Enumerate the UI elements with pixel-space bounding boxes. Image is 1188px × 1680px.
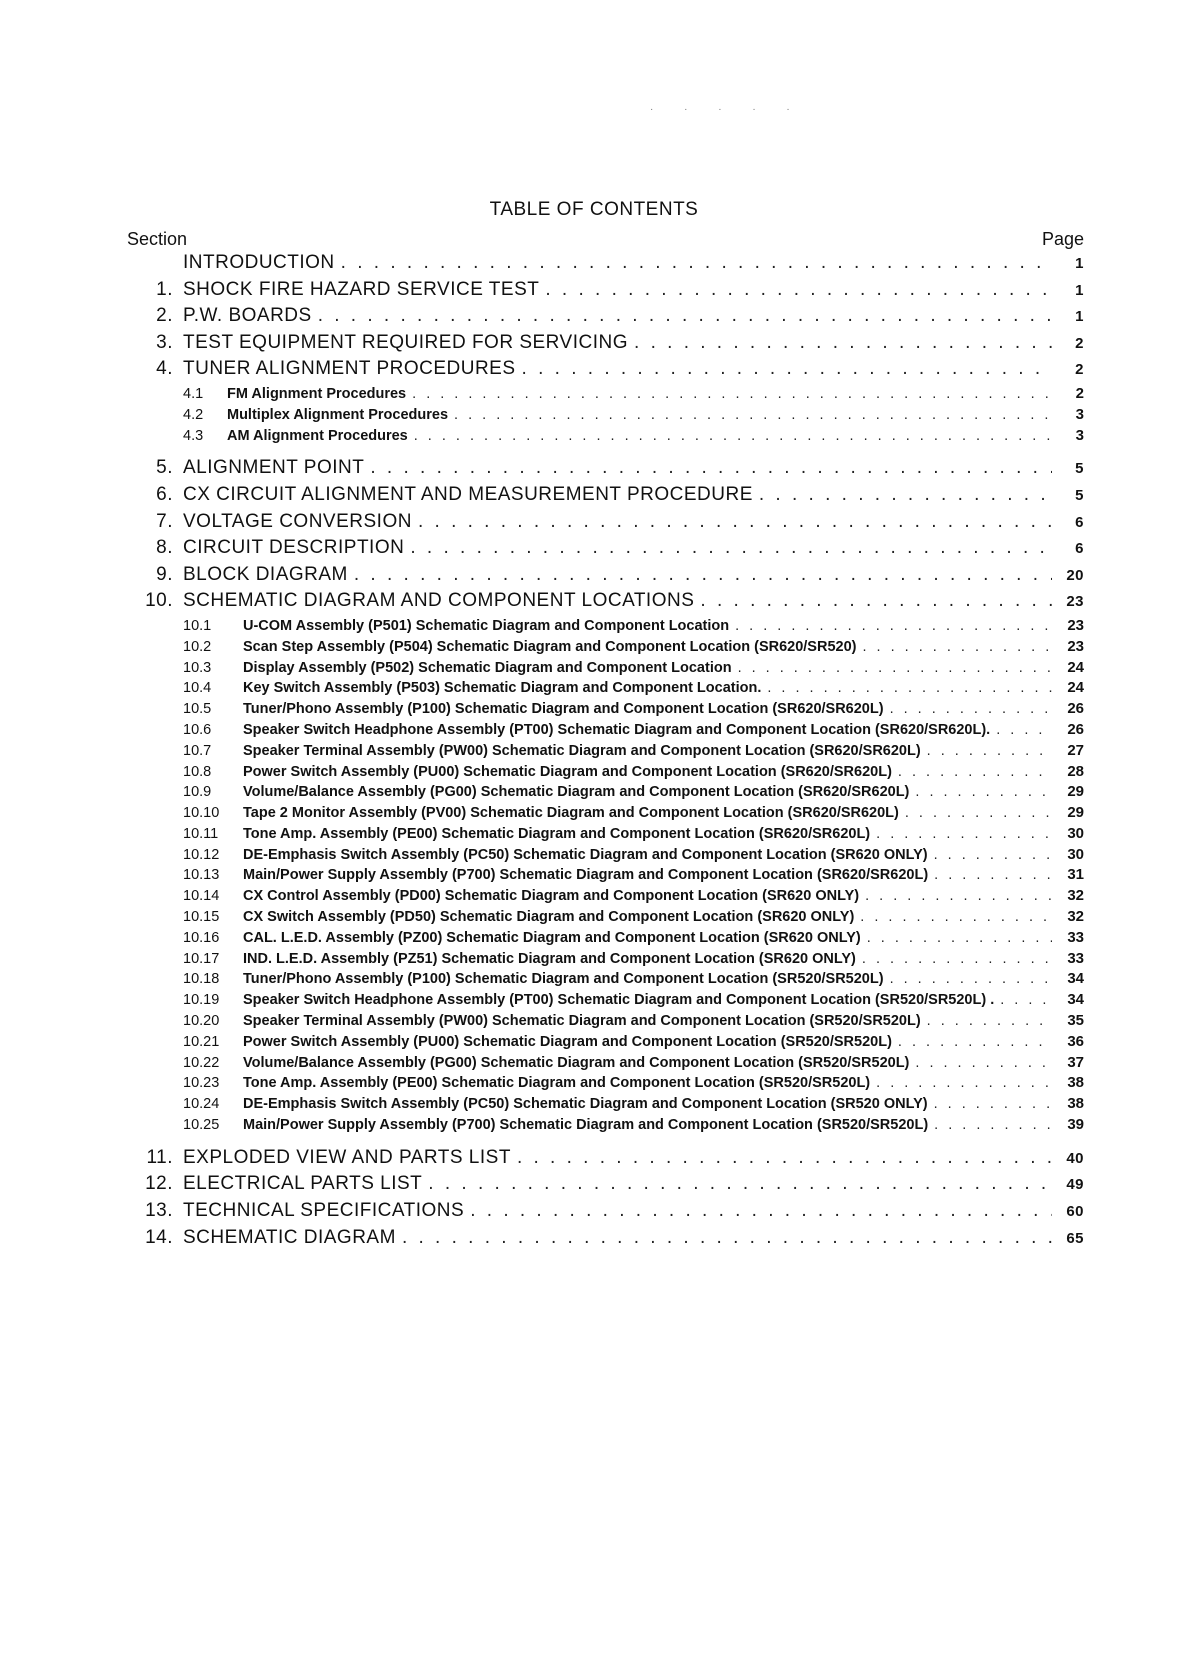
dot-leader [927,743,1052,759]
subsection-number: 10.8 [183,763,212,780]
entry-label: CIRCUIT DESCRIPTION [183,537,405,559]
page-number: 5 [1075,460,1084,478]
toc-entry [127,1116,1084,1137]
subsection-number: 10.7 [183,742,212,759]
section-number: 10. [145,590,173,612]
page-number: 26 [1067,720,1084,738]
subsection-number: 10.12 [183,846,220,863]
dot-leader [517,1147,1052,1169]
entry-label: Main/Power Supply Assembly (P700) Schematic Diagram and Component Location (SR520/SR520L) [243,1117,929,1134]
entry-label: Tuner/Phono Assembly (P100) Schematic Diagram and Component Location (SR520/SR520L) [243,971,884,988]
dot-leader [418,511,1052,533]
entry-label: ELECTRICAL PARTS LIST [183,1173,423,1195]
section-number: 8. [156,537,173,559]
entry-label: CX Switch Assembly (PD50) Schematic Diagram and Component Location (SR620 ONLY) [243,909,855,926]
subsection-number: 10.10 [183,805,220,822]
toc-entry [127,866,1084,887]
dot-leader [738,660,1052,676]
dot-leader [865,888,1052,904]
subsection-number: 4.2 [183,406,204,423]
page-number: 39 [1067,1116,1084,1134]
entry-label: Tone Amp. Assembly (PE00) Schematic Diagram and Component Location (SR520/SR520L) [243,1075,871,1092]
toc-entry [127,950,1084,971]
entry-label: Volume/Balance Assembly (PG00) Schematic Diagram and Component Location (SR620/SR620L) [243,784,910,801]
dot-leader [700,590,1052,612]
dot-leader [370,457,1052,479]
toc-entry [127,537,1084,564]
toc-entry [127,783,1084,804]
toc-entry [127,252,1084,279]
toc-entry [127,721,1084,742]
toc-entry [127,638,1084,659]
dot-leader [341,252,1052,274]
dot-leader [354,564,1052,586]
subsection-number: 10.14 [183,888,220,905]
page-number: 36 [1067,1032,1084,1050]
entry-label: ALIGNMENT POINT [183,457,365,479]
entry-label: U-COM Assembly (P501) Schematic Diagram and Component Location [243,617,730,634]
toc-entry [127,1200,1084,1227]
entry-label: INTRODUCTION [183,252,335,273]
subsection-number: 10.5 [183,701,212,718]
subsection-number: 10.4 [183,680,212,697]
page-number: 3 [1075,426,1084,444]
entry-label: SCHEMATIC DIAGRAM AND COMPONENT LOCATIONS [183,590,695,612]
toc-entry [127,457,1084,484]
toc-entry [127,406,1084,427]
entry-label: Key Switch Assembly (P503) Schematic Diagram and Component Location. [243,680,762,697]
page-number: 6 [1075,540,1084,558]
page-number: 32 [1067,908,1084,926]
entry-label: VOLTAGE CONVERSION [183,510,412,532]
entry-label: Speaker Terminal Assembly (PW00) Schematic Diagram and Component Location (SR620/SR620L) [243,742,921,759]
dot-leader [428,1173,1052,1195]
dot-leader [862,951,1052,967]
dot-leader [735,618,1052,634]
entry-label: FM Alignment Procedures [227,385,407,402]
entry-label: Multiplex Alignment Procedures [227,406,449,423]
dot-leader [915,1055,1052,1071]
dot-leader [759,484,1052,506]
dot-leader [634,332,1052,354]
subsection-number: 10.13 [183,867,220,884]
page-number: 29 [1067,804,1084,822]
dot-leader [767,680,1052,696]
subsection-number: 10.19 [183,992,220,1009]
entry-label: AM Alignment Procedures [227,427,408,444]
page-number: 2 [1075,334,1084,352]
section-number: 6. [156,483,173,505]
page-number: 33 [1067,949,1084,967]
page-number: 29 [1067,783,1084,801]
toc-entry [127,358,1084,385]
section-number: 2. [156,305,173,327]
section-number: 4. [156,358,173,380]
toc-entry [127,908,1084,929]
page-number: 1 [1075,281,1084,299]
entry-label: Volume/Balance Assembly (PG00) Schematic Diagram and Component Location (SR520/SR520L) [243,1054,910,1071]
section-number: 11. [146,1146,173,1168]
page-number: 33 [1067,928,1084,946]
entry-label: TECHNICAL SPECIFICATIONS [183,1200,465,1222]
section-number: 5. [156,457,173,479]
page-title: TABLE OF CONTENTS [489,199,699,220]
entry-label: CAL. L.E.D. Assembly (PZ00) Schematic Diagram and Component Location (SR620 ONLY) [243,929,861,946]
section-number: 12. [145,1173,173,1195]
entry-label: Tuner/Phono Assembly (P100) Schematic Diagram and Component Location (SR620/SR620L) [243,701,884,718]
dot-leader [996,722,1052,738]
page-number: 23 [1066,593,1084,611]
entry-label: Display Assembly (P502) Schematic Diagram and Component Location [243,659,732,676]
page-number: 27 [1067,741,1084,759]
dot-leader [890,971,1052,987]
section-number: 13. [145,1200,173,1222]
section-number: 7. [156,510,173,532]
toc-entry [127,1054,1084,1075]
subsection-number: 10.22 [183,1054,220,1071]
subsection-number: 10.25 [183,1117,220,1134]
entry-label: P.W. BOARDS [183,305,312,327]
dot-leader [318,305,1052,327]
entry-label: CX CIRCUIT ALIGNMENT AND MEASUREMENT PROCEDURE [183,483,753,505]
toc-entry [127,617,1084,638]
section-column-header: Section [127,229,188,249]
toc-entry [127,1012,1084,1033]
dot-leader [876,826,1052,842]
subsection-number: 10.16 [183,929,220,946]
entry-label: CX Control Assembly (PD00) Schematic Diagram and Component Location (SR620 ONLY) [243,888,860,905]
page-number: 26 [1067,700,1084,718]
dot-leader [890,701,1052,717]
subsection-number: 10.2 [183,638,212,655]
toc-entry [127,742,1084,763]
subsection-number: 10.20 [183,1013,220,1030]
subsection-number: 10.21 [183,1033,220,1050]
dot-leader [905,805,1052,821]
page-number: 6 [1075,513,1084,531]
page-number: 38 [1067,1095,1084,1113]
subsection-number: 4.3 [183,427,204,444]
page-number: 37 [1067,1053,1084,1071]
page-number: 23 [1067,637,1084,655]
entry-label: SHOCK FIRE HAZARD SERVICE TEST [183,278,540,300]
dot-leader [454,407,1052,423]
page-number: 24 [1067,679,1084,697]
toc-entry [127,1074,1084,1095]
page-number: 34 [1067,970,1084,988]
toc-entry [127,427,1084,448]
toc-entry [127,887,1084,908]
toc-entry [127,846,1084,867]
dot-leader [412,386,1052,402]
dot-leader [898,764,1052,780]
toc-entry [127,484,1084,511]
toc-entry [127,700,1084,721]
toc-entry [127,804,1084,825]
toc-entry [127,385,1084,406]
entry-label: BLOCK DIAGRAM [183,563,348,585]
dot-leader [470,1200,1052,1222]
page-number: 5 [1075,486,1084,504]
dot-leader [522,358,1052,380]
entry-label: DE-Emphasis Switch Assembly (PC50) Schematic Diagram and Component Location (SR620 ONLY) [243,846,928,863]
scan-noise: · · · · · [650,104,804,115]
dot-leader [862,639,1052,655]
toc-entry [127,305,1084,332]
section-number: 3. [156,331,173,353]
page-number: 28 [1067,762,1084,780]
section-number: 9. [156,563,173,585]
toc-entry [127,970,1084,991]
dot-leader [867,930,1052,946]
entry-label: Scan Step Assembly (P504) Schematic Diagram and Component Location (SR620/SR520) [243,638,857,655]
dot-leader [934,867,1052,883]
page-number: 30 [1067,824,1084,842]
page-number: 32 [1067,887,1084,905]
toc-entry [127,590,1084,617]
subsection-number: 10.18 [183,971,220,988]
dot-leader [410,537,1052,559]
dot-leader [545,279,1052,301]
subsection-number: 10.11 [183,825,219,842]
page-number: 30 [1067,845,1084,863]
entry-label: TEST EQUIPMENT REQUIRED FOR SERVICING [183,331,629,353]
page-number: 65 [1066,1229,1084,1247]
page-number: 20 [1066,566,1084,584]
toc-entry [127,825,1084,846]
page-number: 34 [1067,991,1084,1009]
dot-leader [927,1013,1052,1029]
toc-entry [127,1095,1084,1116]
dot-leader [1000,992,1052,1008]
subsection-number: 10.15 [183,909,220,926]
dot-leader [934,1096,1052,1112]
toc-entry [127,1173,1084,1200]
page-number: 1 [1075,308,1084,326]
page-number: 24 [1067,658,1084,676]
page-number: 31 [1067,866,1084,884]
toc-entry [127,332,1084,359]
page-number: 40 [1066,1149,1084,1167]
subsection-number: 10.3 [183,659,212,676]
subsection-number: 10.24 [183,1096,220,1113]
toc-entry [127,763,1084,784]
toc-entry [127,279,1084,306]
entry-label: Tape 2 Monitor Assembly (PV00) Schematic Diagram and Component Location (SR620/SR620L) [243,805,899,822]
page-column-header: Page [1041,229,1084,249]
toc-entry [127,929,1084,950]
dot-leader [402,1227,1052,1249]
entry-label: IND. L.E.D. Assembly (PZ51) Schematic Diagram and Component Location (SR620 ONLY) [243,950,856,967]
toc-entry [127,659,1084,680]
toc-entry [127,1033,1084,1054]
toc-entry [127,564,1084,591]
page-number: 35 [1067,1012,1084,1030]
section-number: 1. [156,278,173,300]
entry-label: Speaker Switch Headphone Assembly (PT00) Schematic Diagram and Component Location (SR520/SR520L) . [243,992,995,1009]
dot-leader [898,1034,1052,1050]
entry-label: Power Switch Assembly (PU00) Schematic Diagram and Component Location (SR520/SR520L) [243,1033,892,1050]
subsection-number: 10.17 [183,950,220,967]
table-of-contents [127,252,1084,1253]
dot-leader [934,1117,1052,1133]
dot-leader [876,1075,1052,1091]
entry-label: Speaker Terminal Assembly (PW00) Schematic Diagram and Component Location (SR520/SR520L) [243,1013,921,1030]
page-number: 23 [1067,616,1084,634]
entry-label: SCHEMATIC DIAGRAM [183,1226,396,1248]
toc-entry [127,1227,1084,1254]
page-number: 60 [1066,1203,1084,1221]
entry-label: EXPLODED VIEW AND PARTS LIST [183,1146,511,1168]
entry-label: Speaker Switch Headphone Assembly (PT00) Schematic Diagram and Component Location (SR620/SR620L). [243,721,991,738]
page-number: 3 [1075,405,1084,423]
entry-label: Tone Amp. Assembly (PE00) Schematic Diagram and Component Location (SR620/SR620L) [243,825,871,842]
entry-label: DE-Emphasis Switch Assembly (PC50) Schematic Diagram and Component Location (SR520 ONLY) [243,1096,928,1113]
toc-entry [127,511,1084,538]
page-number: 38 [1067,1074,1084,1092]
entry-label: Power Switch Assembly (PU00) Schematic Diagram and Component Location (SR620/SR620L) [243,763,892,780]
dot-leader [414,428,1052,444]
page-number: 1 [1075,255,1084,272]
subsection-number: 10.1 [183,617,212,634]
subsection-number: 4.1 [183,385,204,402]
page-number: 2 [1075,384,1084,402]
subsection-number: 10.23 [183,1075,220,1092]
page-number: 49 [1066,1176,1084,1194]
toc-entry [127,991,1084,1012]
entry-label: Main/Power Supply Assembly (P700) Schematic Diagram and Component Location (SR620/SR620L) [243,867,929,884]
entry-label: TUNER ALIGNMENT PROCEDURES [183,358,516,380]
subsection-number: 10.9 [183,784,212,801]
dot-leader [934,847,1052,863]
page-number: 2 [1075,361,1084,379]
dot-leader [860,909,1052,925]
dot-leader [915,784,1052,800]
subsection-number: 10.6 [183,721,212,738]
toc-entry [127,679,1084,700]
section-number: 14. [145,1226,173,1248]
toc-entry [127,1147,1084,1174]
